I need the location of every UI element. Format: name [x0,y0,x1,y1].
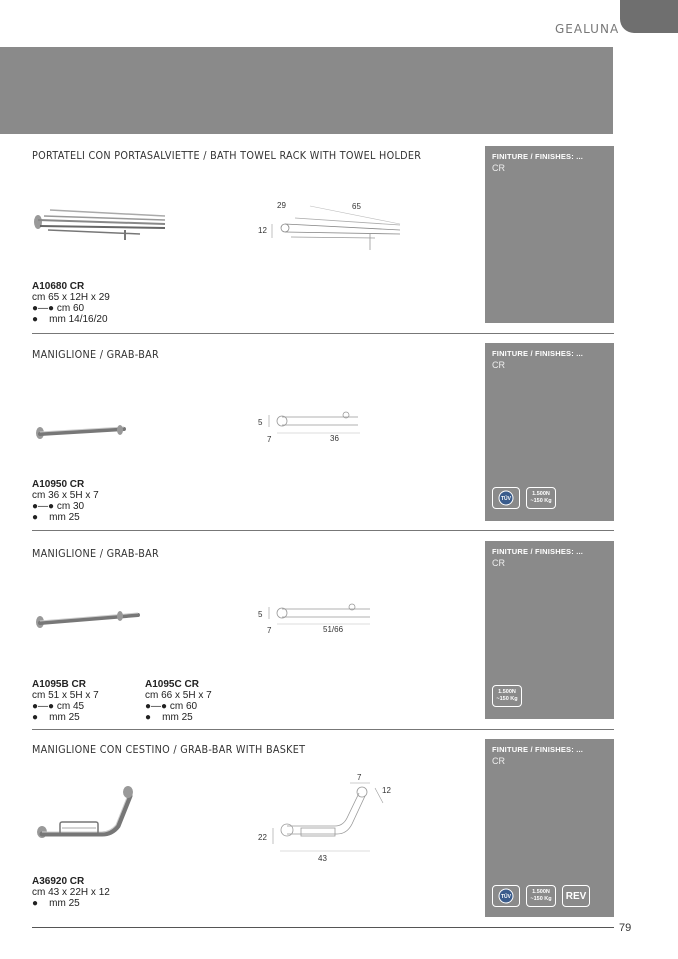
diameter-dot-icon: ● [145,712,163,723]
dimension-label: 43 [318,854,327,863]
product-info [145,679,212,723]
product-size: cm 43 x 22H x 12 [32,887,110,898]
finishes-label: FINITURE / FINISHES: ... [492,547,584,556]
section-title: PORTATELI CON PORTASALVIETTE / BATH TOWEL RACK WITH TOWEL HOLDER [32,150,422,162]
diameter-dot-icon: ● [32,712,50,723]
page-tab [620,0,678,33]
dimension-label: 22 [258,833,267,842]
diameter-row: ● mm 25 [32,512,80,523]
finishes-label: FINITURE / FINISHES: ... [492,349,584,358]
brand-name: GEALUNA [555,22,620,36]
product-size: cm 51 x 5H x 7 [32,690,99,701]
finish-value: CR [492,163,505,173]
dimension-label: 5 [258,610,263,619]
finishes-panel [485,343,614,521]
product-photo-towel-rack [30,200,170,245]
section-title: MANIGLIONE / GRAB-BAR [32,349,160,361]
tuv-certification-icon [492,487,520,509]
fixing-distance-icon: ●—● [32,701,57,712]
fixing-row: ●—● cm 30 [32,501,85,512]
footer-rule [32,927,614,928]
rev-badge: REV [562,885,590,907]
product-photo-grab-bar-long [32,605,144,633]
dimension-label: 51/66 [323,625,344,634]
product-size: cm 66 x 5H x 7 [145,690,212,701]
diameter-row: ● mm 25 [32,898,80,909]
technical-drawing-grab-bar-basket [255,768,400,868]
fixing-distance-icon: ●—● [145,701,170,712]
technical-drawing-grab-bar [255,405,375,450]
product-info [32,281,110,325]
dimension-label: 5 [258,418,263,427]
product-code: A10680 CR [32,281,85,292]
dimension-label: 36 [330,434,339,443]
section-divider [32,530,614,531]
dimension-label: 12 [382,786,391,795]
technical-drawing-grab-bar-long [255,600,380,640]
product-info [32,876,110,909]
finish-value: CR [492,558,505,568]
diameter-dot-icon: ● [32,512,50,523]
load-rating-badge: 1.500N ~150 Kg [526,885,556,907]
finishes-label: FINITURE / FINISHES: ... [492,152,584,161]
product-size: cm 36 x 5H x 7 [32,490,99,501]
product-code: A36920 CR [32,876,85,887]
product-info [32,679,99,723]
section-divider [32,729,614,730]
dimension-label: 29 [277,201,286,210]
tuv-certification-icon [492,885,520,907]
dimension-label: 7 [267,626,272,635]
technical-drawing-towel-rack [255,198,405,253]
section-divider [32,333,614,334]
header-banner [0,47,613,134]
dimension-label: 7 [357,773,362,782]
fixing-distance-icon: ●—● [32,303,57,314]
load-rating-badge: 1.500N ~150 Kg [492,685,522,707]
finish-value: CR [492,360,505,370]
fixing-row: ●—● cm 60 [145,701,198,712]
fixing-distance-icon: ●—● [32,501,57,512]
product-code: A1095B CR [32,679,86,690]
fixing-row: ●—● cm 45 [32,701,85,712]
dimension-label: 65 [352,202,361,211]
product-size: cm 65 x 12H x 29 [32,292,110,303]
product-code: A10950 CR [32,479,85,490]
section-title: MANIGLIONE CON CESTINO / GRAB-BAR WITH BASKET [32,744,306,756]
finishes-panel [485,739,614,917]
load-rating-badge: 1.500N ~150 Kg [526,487,556,509]
diameter-row: ● mm 14/16/20 [32,314,108,325]
finish-value: CR [492,756,505,766]
finishes-panel [485,146,614,323]
fixing-row: ●—● cm 60 [32,303,85,314]
svg-text:TÜV: TÜV [501,496,511,502]
page-number: 79 [619,922,632,934]
svg-text:TÜV: TÜV [501,894,511,900]
dimension-label: 12 [258,226,267,235]
product-photo-grab-bar [32,420,132,445]
diameter-row: ● mm 25 [32,712,80,723]
product-code: A1095C CR [145,679,199,690]
diameter-row: ● mm 25 [145,712,193,723]
product-info [32,479,99,523]
finishes-label: FINITURE / FINISHES: ... [492,745,584,754]
dimension-label: 7 [267,435,272,444]
diameter-dot-icon: ● [32,314,50,325]
product-photo-grab-bar-basket [32,782,142,847]
finishes-panel [485,541,614,719]
section-title: MANIGLIONE / GRAB-BAR [32,548,160,560]
diameter-dot-icon: ● [32,898,50,909]
